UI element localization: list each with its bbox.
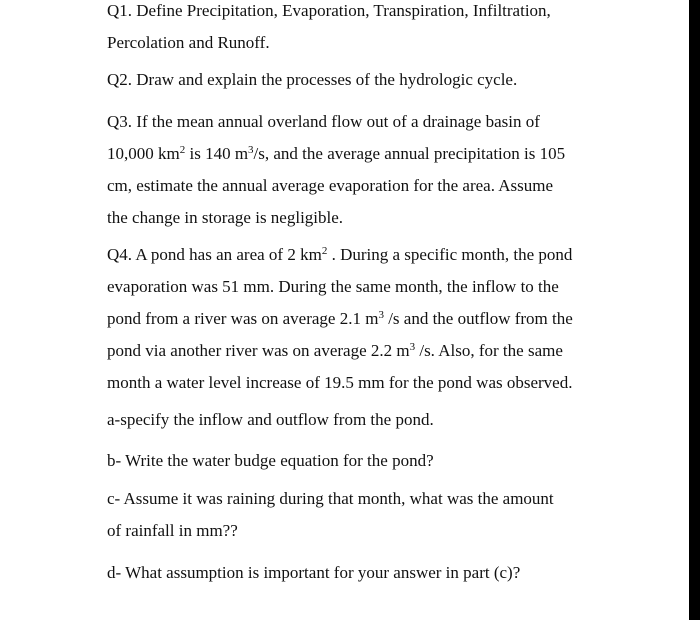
q4-outflow-value: pond via another river was on average 2.2 m <box>107 341 410 360</box>
q3-precip-text: /s, and the average annual precipitation is 105 <box>253 144 566 163</box>
part-a <box>107 404 607 436</box>
question-4-line-4 <box>107 335 607 367</box>
q3-flow-value: is 140 m <box>185 144 249 163</box>
question-4-line-2: evaporation was 51 mm. During the same month, the inflow to the <box>107 277 559 296</box>
q3-area-exponent: 2 <box>179 144 186 156</box>
question-4-line-3 <box>107 303 607 335</box>
question-1-line-1: Q1. Define Precipitation, Evaporation, Transpiration, Infiltration, <box>107 1 551 20</box>
question-3-line-4: the change in storage is negligible. <box>107 208 344 227</box>
question-3-line-1: Q3. If the mean annual overland flow out of a drainage basin of <box>107 112 540 131</box>
q4-outflow-exponent: 3 <box>409 341 416 353</box>
part-d-line-1: d- What assumption is important for your answer in part (c)? <box>107 563 521 582</box>
part-c <box>107 483 607 547</box>
q4-inflow-exponent: 3 <box>378 309 384 321</box>
part-c-line-2: of rainfall in mm?? <box>107 521 238 540</box>
question-1 <box>107 0 607 59</box>
q4-area-exponent: 2 <box>321 245 328 257</box>
question-4-line-1 <box>107 239 607 271</box>
question-4 <box>107 239 607 399</box>
q3-area-value: 10,000 km <box>107 144 180 163</box>
question-1-line-2: Percolation and Runoff. <box>107 33 270 52</box>
q4-month-text: . During a specific month, the pond <box>327 245 573 264</box>
question-2 <box>107 64 607 96</box>
q4-inflow-text: pond from a river was on average 2.1 m <box>107 309 379 328</box>
question-3-line-2 <box>107 138 607 170</box>
question-4-line-5: month a water level increase of 19.5 mm for the pond was observed. <box>107 373 573 392</box>
q3-flow-exponent: 3 <box>248 144 254 156</box>
q4-area-text: Q4. A pond has an area of 2 km <box>107 245 322 264</box>
part-c-line-1: c- Assume it was raining during that month, what was the amount <box>107 489 554 508</box>
part-a-line-1: a-specify the inflow and outflow from the pond. <box>107 410 434 429</box>
question-3-line-3: cm, estimate the annual average evaporation for the area. Assume <box>107 176 554 195</box>
question-3 <box>107 106 607 234</box>
part-d <box>107 557 607 589</box>
q4-outflow-text: /s and the outflow from the <box>383 309 573 328</box>
part-b-line-1: b- Write the water budge equation for the pond? <box>107 451 434 470</box>
q4-also-text: /s. Also, for the same <box>415 341 563 360</box>
page-edge-shadow <box>689 0 700 620</box>
part-b <box>107 445 607 477</box>
question-2-line-1: Q2. Draw and explain the processes of the hydrologic cycle. <box>107 70 518 89</box>
